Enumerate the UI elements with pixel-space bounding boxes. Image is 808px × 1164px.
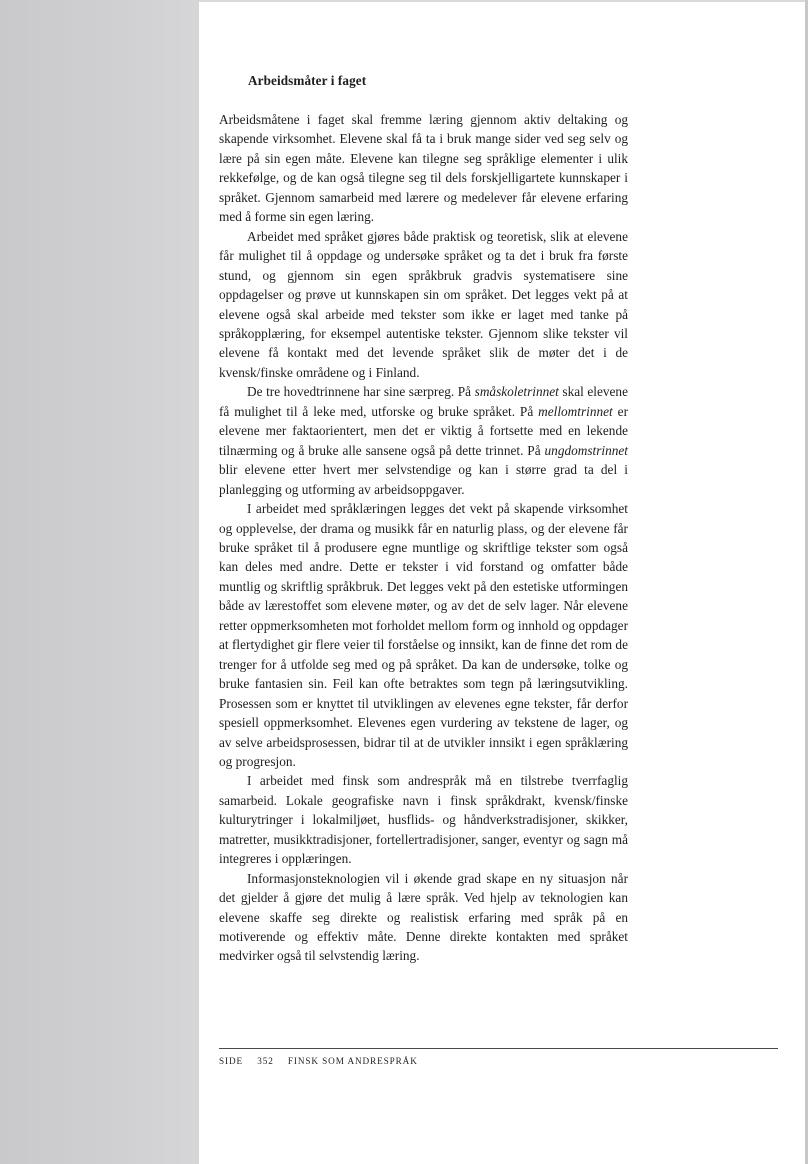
paragraph-text: er elevene mer faktaorientert, men det er viktig å fortsette med en lekende tilnærming og å bruke alle sansene også på dette trinnet. På xyxy=(219,403,628,458)
paragraph-text: I arbeidet med språklæringen legges det vekt på skapende virksomhet og opplevelse, der drama og musikk får en naturlig plass, og der elevene får bruke språket til å produsere egne muntlige og skriftlige tekster som også kan deles med andre. Dette er tekster i vid forstand og omfatter både muntlig og skriftlig språkbruk. Det legges vekt på den estetiske utformingen både av lærestoffet som elevene møter, og av det de selv lager. Når elevene retter oppmerksomheten mot forholdet mellom form og innhold og oppdager at flertydighet gir flere veier til forståelse og innsikt, kan de finne det rom de trenger for å utfolde seg med og på språket. Da kan de undersøke, tolke og bruke fantasien sin. Feil kan ofte betraktes som tegn på læringsutvikling. Prosessen som er knyttet til utviklingen av elevenes egne tekster, får derfor spesiell oppmerksomhet. Elevenes egen vurdering av tekstene de lager, og av selve arbeidsprosessen, bidrar til at de utvikler innsikt i egen språklæring og progresjon. xyxy=(219,501,628,769)
page-side-band xyxy=(0,0,199,1164)
paragraph-text: I arbeidet med finsk som andrespråk må en tilstrebe tverrfaglig samarbeid. Lokale geografiske navn i finsk språkdrakt, kvensk/finske kulturytringer i lokalmiljøet, husflids- og håndverkstradisjoner, skikker, matretter, musikktradisjoner, fortellertradisjoner, sanger, eventyr og sagn må integreres i opplæringen. xyxy=(219,773,628,867)
paragraph-text: De tre hovedtrinnene har sine særpreg. På xyxy=(247,384,475,400)
body-paragraph xyxy=(219,771,628,868)
footer-page-number: 352 xyxy=(257,1056,274,1066)
section-heading: Arbeidsmåter i faget xyxy=(248,73,367,88)
footer-side-label: SIDE xyxy=(219,1056,244,1066)
footer-rule xyxy=(219,1048,778,1049)
body-paragraph xyxy=(219,869,628,966)
footer-subject: FINSK SOM ANDRESPRÅK xyxy=(287,1056,418,1066)
paragraph-text: Arbeidsmåtene i faget skal fremme læring gjennom aktiv deltaking og skapende virksomhet. Elevene skal få ta i bruk mange sider ved seg selv og lære på sin egen måte. Elevene kan tilegne seg språklige elementer i ulik rekkefølge, og de kan også tilegne seg til dels forskjelligartete kunnskaper i språket. Gjennom samarbeid med lærere og medelever får elevene erfaring med å forme sin egen læring. xyxy=(219,112,628,225)
body-paragraph xyxy=(219,499,628,771)
italic-term: småskoletrinnet xyxy=(474,384,559,400)
paragraph-text: Informasjonsteknologien vil i økende grad skape en ny situasjon når det gjelder å gjøre det mulig å lære språk. Ved hjelp av teknologien kan elevene skaffe seg direkte og realistisk erfaring med språk på en motiverende og effektiv måte. Denne direkte kontakten med språket medvirker også til selvstendig læring. xyxy=(219,870,628,964)
body-paragraph xyxy=(219,382,628,499)
page-top-edge xyxy=(199,0,808,2)
paragraph-text: Arbeidet med språket gjøres både praktisk og teoretisk, slik at elevene får mulighet til å oppdage og undersøke språket og ta det i bruk fra første stund, og gjennom sin egen språkbruk gradvis systematisere sine oppdagelser og prøve ut kunnskapen sin om språket. Det legges vekt på at elevene også skal arbeide med tekster som ikke er laget med tanke på språkopplæring, for eksempel autentiske tekster. Gjennom slike tekster vil elevene få kontakt med det levende språket slik de møter det i de kvensk/finske områdene og i Finland. xyxy=(219,228,628,380)
body-text xyxy=(219,110,628,966)
body-paragraph xyxy=(219,227,628,383)
paragraph-text: skal elevene få mulighet til å leke med, utforske og bruke språket. På xyxy=(219,384,628,419)
italic-term: ungdomstrinnet xyxy=(544,442,628,458)
body-paragraph xyxy=(219,110,628,227)
page-footer xyxy=(219,1056,429,1066)
italic-term: mellomtrinnet xyxy=(538,403,613,419)
text-column xyxy=(219,72,628,966)
paragraph-text: blir elevene etter hvert mer selvstendige og kan i større grad ta del i planlegging og utforming av arbeidsoppgaver. xyxy=(219,462,628,497)
